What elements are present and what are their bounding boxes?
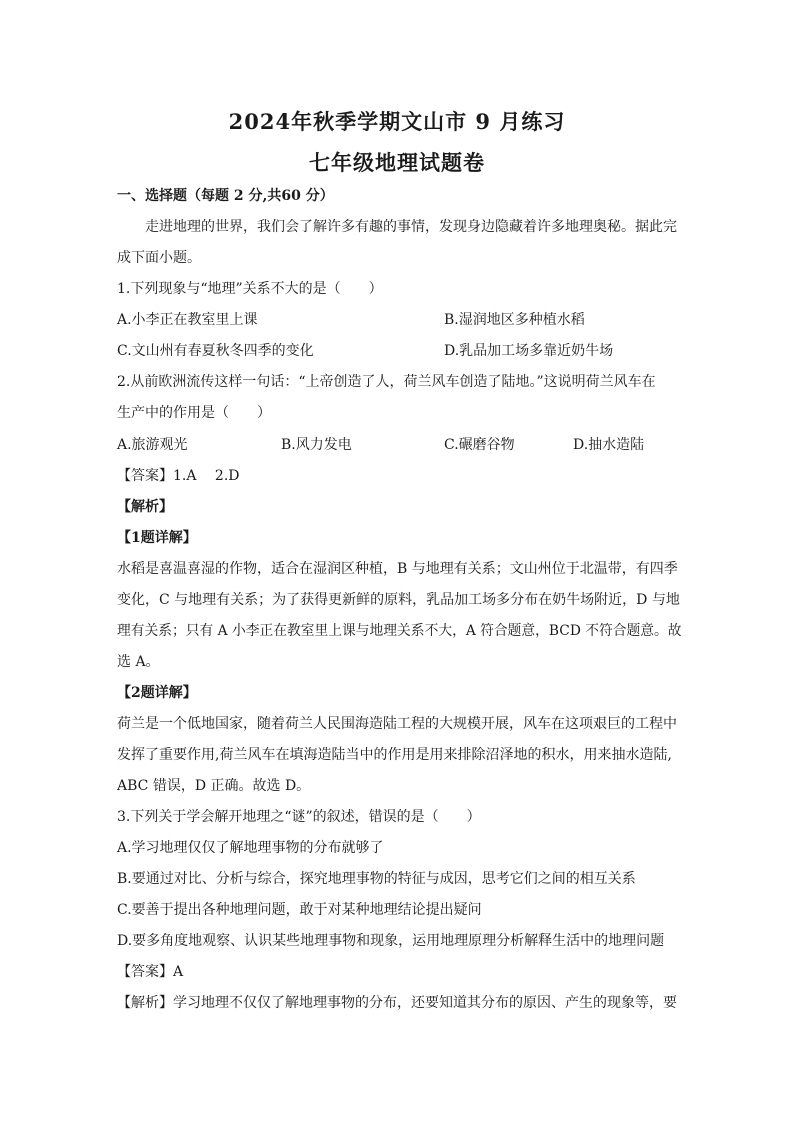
detail-1-label: 【1题详解】 xyxy=(117,530,197,546)
question-3-option-b: B.要通过对比、分析与综合，探究地理事物的特征与成因，思考它们之间的相互关系 xyxy=(117,871,636,887)
question-2-option-c: C.碾磨谷物 xyxy=(444,437,515,453)
detail-2-label: 【2题详解】 xyxy=(117,685,197,701)
question-2-option-b: B.风力发电 xyxy=(281,437,352,453)
intro-paragraph-line: 成下面小题。 xyxy=(117,250,201,266)
detail-2-text: 发挥了重要作用,荷兰风车在填海造陆当中的作用是用来排除沼泽地的积水，用来抽水造陆, xyxy=(117,747,672,763)
question-2-stem: 生产中的作用是（ ） xyxy=(117,405,271,421)
question-3-option-a: A.学习地理仅仅了解地理事物的分布就够了 xyxy=(117,840,384,856)
detail-1-text: 水稻是喜温喜湿的作物，适合在湿润区种植，B 与地理有关系；文山州位于北温带，有四季 xyxy=(117,561,678,577)
exam-title: 2024年秋季学期文山市 9 月练习 xyxy=(228,109,566,134)
question-3-stem: 3.下列关于学会解开地理之“谜”的叙述，错误的是（ ） xyxy=(117,809,481,825)
question-2-option-a: A.旅游观光 xyxy=(117,437,188,453)
analysis-label: 【解析】 xyxy=(117,499,173,515)
detail-1-text: 理有关系；只有 A 小李正在教室里上课与地理关系不大，A 符合题意，BCD 不符合题意。故 xyxy=(117,623,682,639)
exam-subtitle: 七年级地理试题卷 xyxy=(309,150,485,175)
section-heading: 一、选择题（每题 2 分,共60 分） xyxy=(117,188,334,204)
question-1-option-a: A.小李正在教室里上课 xyxy=(117,312,258,328)
question-2-option-d: D.抽水造陆 xyxy=(573,437,645,453)
question-3-option-c: C.要善于提出各种地理问题，敢于对某种地理结论提出疑问 xyxy=(117,902,482,918)
detail-2-text: 荷兰是一个低地国家，随着荷兰人民围海造陆工程的大规模开展，风车在这项艰巨的工程中 xyxy=(117,716,677,732)
question-3-option-d: D.要多角度地观察、认识某些地理事物和现象，运用地理原理分析解释生活中的地理问题 xyxy=(117,933,665,949)
analysis-3-text: 【解析】学习地理不仅仅了解地理事物的分布，还要知道其分布的原因、产生的现象等，要 xyxy=(117,995,677,1011)
answer-3-label: 【答案】A xyxy=(117,964,184,980)
detail-2-text: ABC 错误，D 正确。故选 D。 xyxy=(117,778,311,794)
question-1-stem: 1.下列现象与“地理”关系不大的是（ ） xyxy=(117,281,383,297)
answer-label: 【答案】1.A 2.D xyxy=(117,468,240,484)
detail-1-text: 变化，C 与地理有关系；为了获得更新鲜的原料，乳品加工场多分布在奶牛场附近，D 与地 xyxy=(117,592,680,608)
question-2-stem: 2.从前欧洲流传这样一句话：“上帝创造了人，荷兰风车创造了陆地。”这说明荷兰风车在 xyxy=(117,374,656,390)
question-1-option-c: C.文山州有春夏秋冬四季的变化 xyxy=(117,343,314,359)
detail-1-text: 选 A。 xyxy=(117,654,160,670)
intro-paragraph-line: 走进地理的世界，我们会了解许多有趣的事情，发现身边隐藏着许多地理奥秘。据此完 xyxy=(145,219,677,235)
question-1-option-d: D.乳品加工场多靠近奶牛场 xyxy=(444,343,614,359)
question-1-option-b: B.湿润地区多种植水稻 xyxy=(444,312,585,328)
